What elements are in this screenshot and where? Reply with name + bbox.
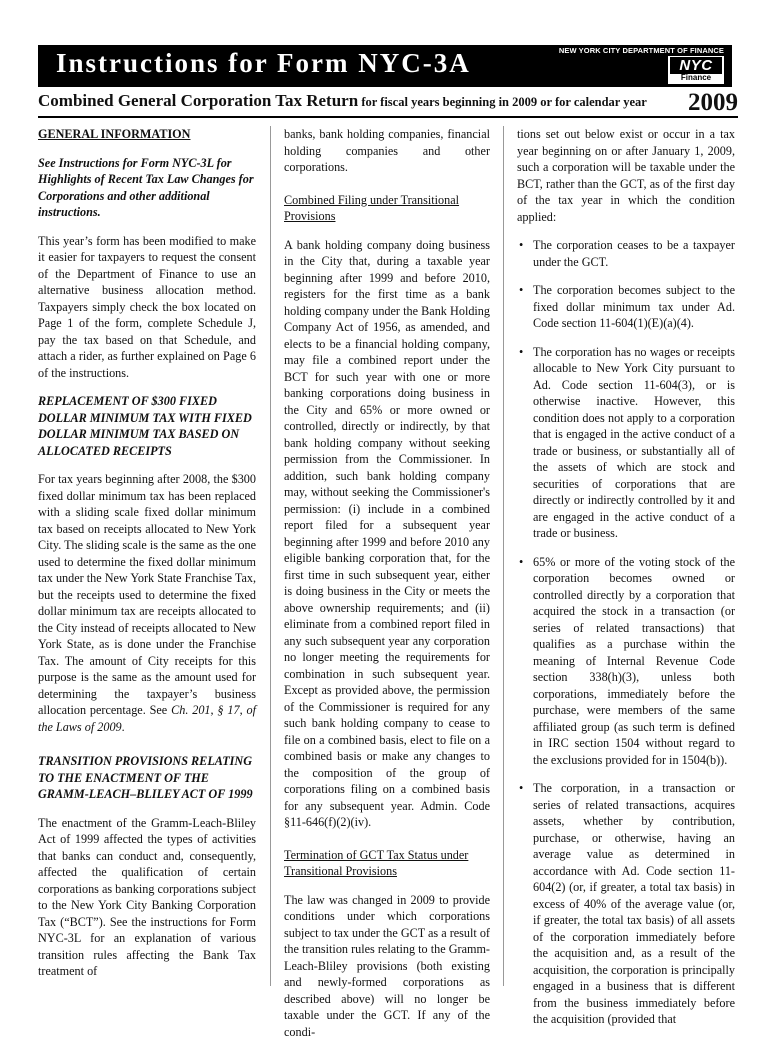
continued-paragraph: banks, bank holding companies, financial holding companies and other corporations. — [284, 127, 490, 174]
conditions-list — [517, 237, 735, 1028]
see-instructions-note: See Instructions for Form NYC-3L for Highlights of Recent Tax Law Changes for Corporations and other additional instructions. — [38, 155, 254, 219]
minimum-tax-end: . — [121, 719, 125, 734]
gramm-leach-paragraph: The enactment of the Gramm-Leach-Bliley Act of 1999 affected the types of activities that banks can conduct and, consequently, affected the qualification of certain corporations as banking corporations subject to the New York City Banking Corporation Tax (“BCT”). See the instructions for Form NYC-3L for an explanation of various transition rules affecting the Bank Tax treatment of — [38, 815, 256, 978]
form-subtitle — [38, 91, 738, 117]
nyc-finance-logo — [668, 56, 724, 84]
nyc-logo-subtext: Finance — [680, 73, 712, 82]
subtitle-rest: for fiscal years beginning in 2009 or for calendar year — [358, 95, 647, 109]
header-rule — [38, 116, 738, 118]
bullet-icon: • — [519, 344, 524, 359]
general-information-heading: GENERAL INFORMATION — [38, 127, 191, 141]
column-divider-1 — [270, 126, 271, 986]
law-change-paragraph: The law was changed in 2009 to provide conditions under which corporations subject to tax under the GCT as a result of the transition rules relating to the Gramm-Leach-Bliley provisions (both existing and newly-formed corporations as described above) will no longer be taxable under the GCT. If any of the condi- — [284, 892, 490, 1039]
replacement-heading: REPLACEMENT OF $300 FIXED DOLLAR MINIMUM TAX WITH FIXED DOLLAR MINIMUM TAX BASED ON ALLOCATED RECEIPTS — [38, 394, 252, 458]
bullet-icon: • — [519, 781, 524, 795]
bullet-icon: • — [519, 554, 524, 569]
bullet-icon: • — [519, 238, 524, 252]
bullet-icon: • — [519, 283, 524, 297]
list-item: • 65% or more of the voting stock of the corporation becomes owned or controlled directly by a corporation that acquired the stock in a transaction (or series of related transactions) that qualifies as a purchase within the meaning of Internal Revenue Code section 338(h)(3), unless both corporations, immediately before the purchase, were members of the same affiliated group (as such term is defined in IRC section 1504 without regard to the exclusions provided for in 1504(b)). — [519, 554, 735, 767]
column-3 — [517, 126, 735, 1040]
minimum-tax-paragraph — [38, 471, 256, 735]
column-divider-2 — [503, 126, 504, 986]
title-banner — [38, 45, 732, 87]
list-item: • The corporation becomes subject to the fixed dollar minimum tax under Ad. Code section 11-604(1)(E)(a)(4). — [519, 283, 735, 330]
department-name: NEW YORK CITY DEPARTMENT OF FINANCE — [558, 46, 724, 55]
laws-citation: Ch. 201, § 17, of the Laws of 2009 — [38, 703, 256, 734]
nyc-logo-mark: NYC — [670, 57, 722, 74]
combined-filing-heading: Combined Filing under Transitional Provisions — [284, 192, 460, 223]
page-title: Instructions for Form NYC-3A — [56, 48, 471, 78]
minimum-tax-text: For tax years beginning after 2008, the $300 fixed dollar minimum tax has been replaced with a sliding scale fixed dollar minimum tax based on receipts allocated to New York City. The sliding scale is the same as the one used to determine the fixed dollar minimum tax under the New York State Franchise Tax, but the receipts used to determine the fixed dollar minimum tax are receipts allocated to the City instead of receipts allocated to New York State, as is done under the Franchise Tax. The amount of City receipts for this purpose is the same as the amount used for determining the taxpayer’s business allocation percentage. See — [38, 472, 256, 717]
list-item: • The corporation, in a transaction or series of related transactions, acquires assets, whether by contribution, purchase, or otherwise, having an average value as determined in accordance with Ad. Code section 11-604(2) (or, if greater, a total tax basis) in excess of 40% of the average value (or, if greater, the total tax basis) of all assets of the corporation immediately before the acquisition and, as a result of the acquisition, the corporation is principally engaged in a business that is different from the business immediately before the acquisition (provided that — [519, 781, 735, 1026]
column-1 — [38, 126, 256, 992]
bank-holding-paragraph: A bank holding company doing business in the City that, during a taxable year beginning after 1999 and before 2010, registers for the first time as a bank holding company under the Bank Holding Company Act of 1956, as amended, and elects to be a financial holding company, may file a combined report under the BCT for such year with one or more banking corporations doing business in the City and 65% or more owned or controlled, directly or indirectly, by that bank holding company without seeking permission from the Commissioner. In addition, such bank holding company may, without seeking the Commissioner's permission: (i) include in a combined report filed for a subsequent year beginning after 1999 and before 2010 any eligible banking corporation that, for the first time in such subsequent year, either is doing business in the City or meets the above ownership requirements; and (ii) eliminate from a combined report filed in any such subsequent year any corporation no longer meeting the requirements for combination in such subsequent year. Except as provided above, the permission of the Commissioner is required for any such bank holding company to cease to file on a combined basis, elect to file on a combined basis or make any changes to the composition of the group of corporations filing on a combined basis for any subsequent year. Admin. Code §11-646(f)(2)(iv). — [284, 237, 490, 829]
termination-heading: Termination of GCT Tax Status under Transitional Provisions — [284, 847, 469, 878]
list-item: • The corporation ceases to be a taxpayer under the GCT. — [519, 238, 735, 269]
tax-year: 2009 — [688, 89, 738, 116]
transition-heading: TRANSITION PROVISIONS RELATING TO THE ENACTMENT OF THE GRAMM-LEACH–BLILEY ACT OF 1999 — [38, 754, 253, 801]
conditions-paragraph: tions set out below exist or occur in a tax year beginning on or after January 1, 2009, such a corporation will be taxable under the BCT, rather than the GCT, as of the first day of the tax year in which the condition applied: — [517, 127, 735, 224]
subtitle-main: Combined General Corporation Tax Return — [38, 91, 359, 110]
list-item: • The corporation has no wages or receipts allocable to New York City pursuant to Ad. Code section 11-604(3), or is otherwise inactive. However, this condition does not apply to a corporation that is engaged in the active conduct of a trade or business, or substantially all of the assets of which are stock and securities of corporations that are directly or indirectly controlled by it and are engaged in the active conduct of a trade or business. — [519, 344, 735, 540]
intro-paragraph: This year’s form has been modified to make it easier for taxpayers to request the consent of the Department of Finance to use an alternative business allocation method. Taxpayers simply check the box located on Page 1 of the form, complete Schedule J, pay the tax based on that Schedule, and attach a rider, as further explained on Page 6 of the instructions. — [38, 233, 256, 380]
column-2 — [284, 126, 490, 1052]
